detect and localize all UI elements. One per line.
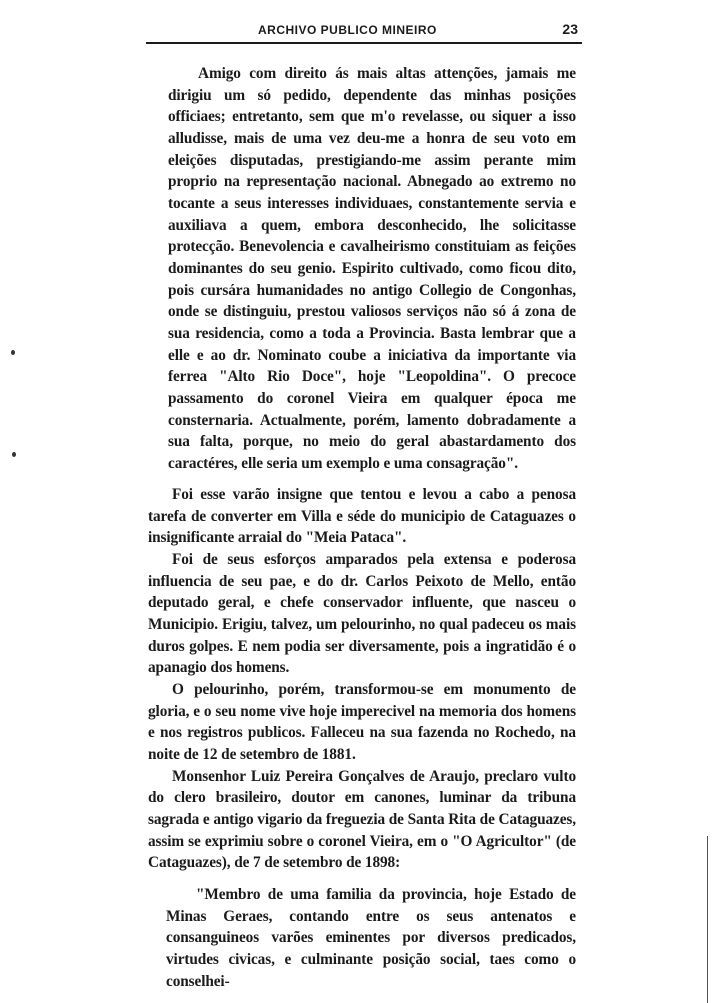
- body-paragraph-2: Foi de seus esforços amparados pela extensa e poderosa influencia de seu pae, e do dr. Carlos Peixoto de Mello, então deputado geral, e chefe conservador influente, que nasceu o Municipio. Erigiu, talvez, um pelourinho, no qual padeceu os mais duros golpes. E nem podia ser diversamente, pois a ingratidão é o apanagio dos homens.: [148, 550, 576, 677]
- body-text: [148, 484, 576, 874]
- body-paragraph-3: O pelourinho, porém, transformou-se em monumento de gloria, e o seu nome vive hoje imperecivel na memoria dos homens e nos registros publicos. Falleceu na sua fazenda no Rochedo, na noite de 12 de setembro de 1881.: [148, 680, 576, 763]
- body-paragraph-1: Foi esse varão insigne que tentou e levou a cabo a penosa tarefa de converter em Villa e séde do municipio de Cataguazes o insignificante arraial do "Meia Pataca".: [148, 486, 576, 547]
- closing-quote-paragraph: "Membro de uma familia da provincia, hoje Estado de Minas Geraes, contando entre os seus antenatos e consanguineos varões eminentes por diversos predicados, virtudes civicas, e culminante posição social, taes como o conselhei-: [166, 886, 576, 990]
- quoted-passage: [168, 63, 576, 474]
- quote-paragraph: Amigo com direito ás mais altas attenções, jamais me dirigiu um só pedido, dependente das minhas posições officiaes; entretanto, sem que m'o revelasse, ou siquer a isso alludisse, mais de uma vez deu-me a honra de seu voto em eleições disputadas, prestigiando-me assim perante mim proprio na representação nacional. Abnegado ao extremo no tocante a seus interesses individuaes, constantemente servia e auxiliava a quem, embora desconhecido, lhe solicitasse protecção. Benevolencia e cavalheirismo constituiam as feições dominantes do seu genio. Espirito cultivado, como ficou dito, pois cursára humanidades no antigo Collegio de Congonhas, onde se distinguiu, prestou valiosos serviços não só á zona de sua residencia, como a toda a Provincia. Basta lembrar que a elle e ao dr. Nominato coube a iniciativa da importante via ferrea "Alto Rio Doce", hoje "Leopoldina". O precoce passamento do coronel Vieira em qualquer época me consternaria. Actualmente, porém, lamento dobradamente a sua falta, porque, no meio do geral abastardamento dos caractéres, elle seria um exemplo e uma consagração".: [168, 65, 576, 472]
- closing-quote: [166, 884, 576, 992]
- header-title: ARCHIVO PUBLICO MINEIRO: [258, 23, 437, 37]
- margin-mark: [11, 350, 15, 355]
- margin-mark: [12, 452, 16, 457]
- page-number: 23: [562, 21, 578, 37]
- body-paragraph-4: Monsenhor Luiz Pereira Gonçalves de Araujo, preclaro vulto do clero brasileiro, doutor em canones, luminar da tribuna sagrada e antigo vigario da freguezia de Santa Rita de Cataguazes, assim se exprimiu sobre o coronel Vieira, em o "O Agricultor" (de Cataguazes), de 7 de setembro de 1898:: [148, 767, 576, 872]
- running-header: [146, 20, 582, 44]
- scan-edge-line: [707, 836, 708, 1003]
